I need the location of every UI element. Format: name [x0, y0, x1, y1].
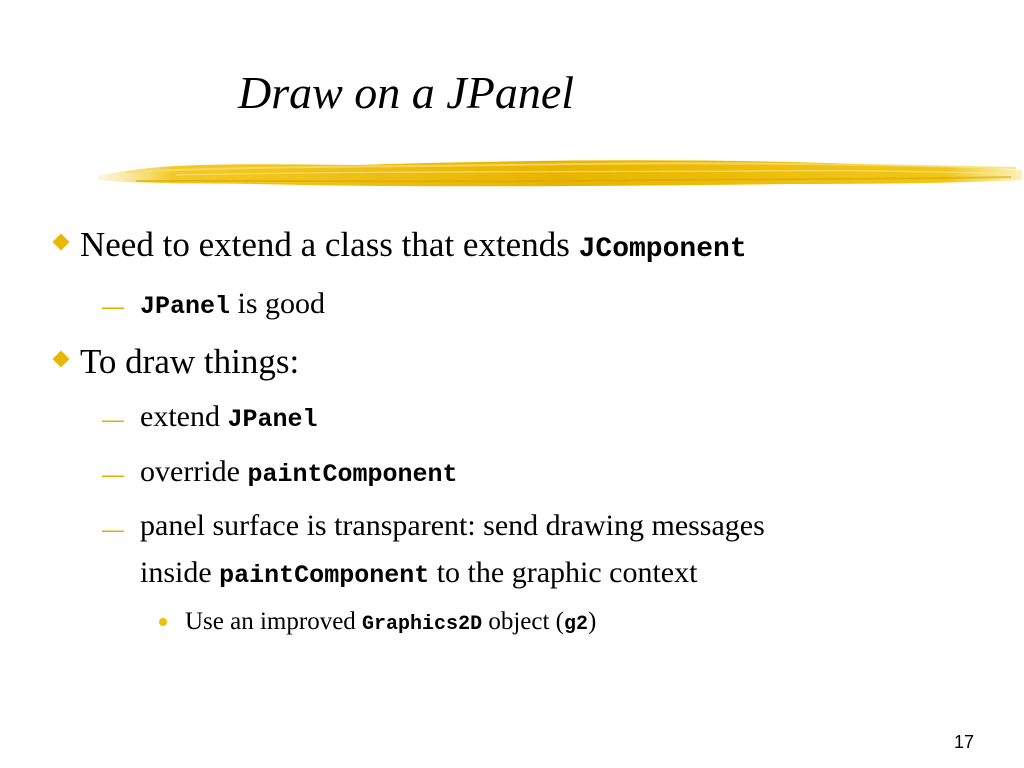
- bullet-code: Graphics2D: [362, 613, 483, 636]
- sub-bullet-item: [140, 508, 765, 543]
- bullet-code: paintComponent: [247, 460, 458, 489]
- bullet-text: To draw things:: [80, 342, 300, 381]
- dash-bullet-icon: —: [102, 517, 124, 542]
- slide-title: Draw on a JPanel: [238, 67, 575, 118]
- sub-sub-bullet-item: [185, 607, 596, 637]
- bullet-code: JComponent: [578, 234, 747, 265]
- bullet-text: ): [588, 608, 597, 635]
- bullet-code: paintComponent: [219, 561, 430, 590]
- bullet-text: extend: [140, 400, 228, 433]
- dash-bullet-icon: —: [102, 462, 124, 487]
- bullet-text: Use an improved: [185, 608, 363, 635]
- bullet-code: JPanel: [140, 292, 231, 321]
- bullet-item: [80, 225, 747, 266]
- sub-bullet-continuation: [140, 555, 697, 591]
- diamond-bullet-icon: [53, 234, 70, 251]
- dot-bullet-icon: [159, 618, 167, 626]
- dash-bullet-icon: —: [102, 407, 124, 432]
- bullet-text: to the graphic context: [429, 556, 698, 589]
- bullet-code: g2: [564, 613, 589, 636]
- bullet-item: [80, 342, 299, 382]
- bullet-text: override: [140, 455, 248, 488]
- sub-bullet-item: [140, 286, 325, 322]
- bullet-text: Need to extend a class that extends: [80, 225, 579, 264]
- bullet-text: inside: [140, 556, 220, 589]
- page-number: 17: [953, 732, 974, 752]
- dash-bullet-icon: —: [102, 294, 124, 319]
- diamond-bullet-icon: [53, 351, 70, 368]
- bullet-code: JPanel: [227, 405, 318, 434]
- bullet-text: object (: [482, 608, 564, 635]
- sub-bullet-item: [140, 399, 317, 435]
- bullet-text: is good: [230, 287, 326, 320]
- bullet-text: panel surface is transparent: send drawing messages: [140, 509, 765, 542]
- sub-bullet-item: [140, 454, 458, 490]
